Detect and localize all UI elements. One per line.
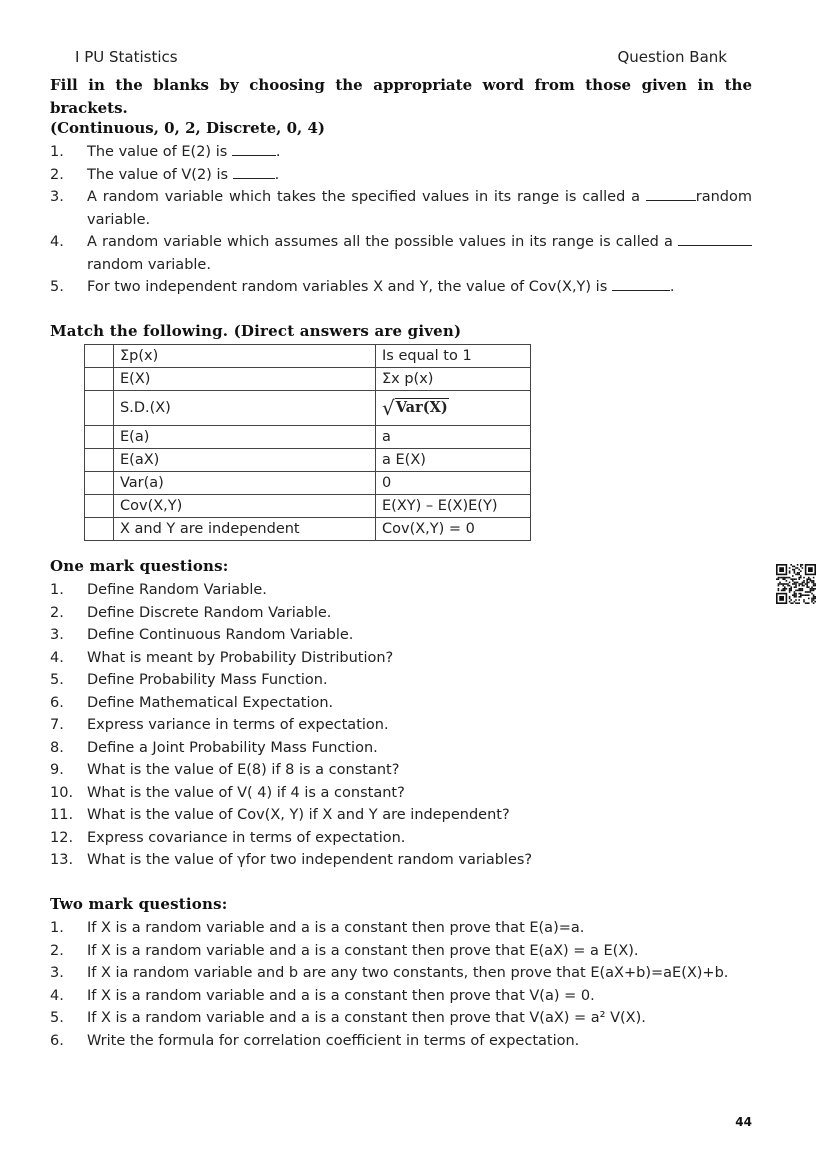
two-mark-title: Two mark questions: <box>50 895 228 913</box>
match-section-title: Match the following. (Direct answers are given) <box>50 322 462 340</box>
item-number: 6. <box>50 694 64 711</box>
term-cell: X and Y are independent <box>114 518 376 541</box>
item-text: random variable. <box>87 189 752 228</box>
item-text: What is the value of γfor two independent random variables? <box>87 852 533 868</box>
list-item <box>50 692 752 715</box>
item-number: 1. <box>50 920 64 936</box>
list-item <box>50 141 752 164</box>
list-item <box>50 231 752 276</box>
list-item <box>50 759 752 782</box>
item-text: If X ia random variable and b are any two constants, then prove that E(aX+b)=aE(X)+b. <box>87 965 729 981</box>
item-text: The value of V(2) is <box>87 166 233 183</box>
item-number: 4. <box>50 649 64 666</box>
answer-blank <box>646 186 696 201</box>
item-text: The value of E(2) is <box>87 144 232 160</box>
item-number: 9. <box>50 762 64 778</box>
header-subject: I PU Statistics <box>75 48 178 66</box>
radical-sign: √ <box>382 396 395 420</box>
term-cell: E(X) <box>114 368 376 391</box>
header-doc-type: Question Bank <box>617 48 727 66</box>
list-item <box>50 602 752 625</box>
item-text: Express covariance in terms of expectation. <box>87 829 406 846</box>
table-row <box>85 518 531 541</box>
match-table <box>84 344 531 541</box>
item-text: . <box>275 144 281 160</box>
item-number: 1. <box>50 582 64 598</box>
item-number: 13. <box>50 852 74 868</box>
answer-blank <box>612 276 670 291</box>
table-row <box>85 472 531 495</box>
answer-cell: Is equal to 1 <box>376 345 531 368</box>
item-text: . <box>274 166 280 183</box>
answer-cell: E(XY) – E(X)E(Y) <box>376 495 531 518</box>
list-item <box>50 186 752 231</box>
table-row <box>85 391 531 426</box>
item-number: 7. <box>50 717 64 733</box>
list-item <box>50 985 752 1008</box>
table-row <box>85 345 531 368</box>
term-cell: S.D.(X) <box>114 391 376 426</box>
item-number: 11. <box>50 807 74 823</box>
fill-blanks-choices: (Continuous, 0, 2, Discrete, 0, 4) <box>50 119 326 137</box>
list-item <box>50 276 752 299</box>
blank-cell <box>85 368 114 391</box>
blank-cell <box>85 391 114 426</box>
list-item <box>50 164 752 187</box>
item-number: 3. <box>50 627 64 643</box>
item-number: 1. <box>50 144 64 160</box>
item-text: What is the value of Cov(X, Y) if X and Y are independent? <box>87 807 510 823</box>
answer-cell: a E(X) <box>376 449 531 472</box>
item-text: If X is a random variable and a is a constant then prove that E(a)=a. <box>87 920 585 936</box>
answer-blank <box>678 231 752 246</box>
table-row <box>85 449 531 472</box>
item-number: 5. <box>50 1010 64 1026</box>
answer-blank <box>232 141 276 156</box>
item-text: If X is a random variable and a is a constant then prove that V(aX) = a² V(X). <box>87 1010 646 1026</box>
qr-code <box>776 564 816 604</box>
item-text: Define Random Variable. <box>87 582 267 598</box>
item-text: A random variable which takes the specified values in its range is called a <box>87 189 646 205</box>
item-text: Define Probability Mass Function. <box>87 672 328 688</box>
item-text: A random variable which assumes all the possible values in its range is called a <box>87 234 678 250</box>
blank-cell <box>85 345 114 368</box>
table-row <box>85 495 531 518</box>
table-row <box>85 368 531 391</box>
item-number: 6. <box>50 1032 64 1049</box>
fill-blanks-instruction: Fill in the blanks by choosing the appropriate word from those given in the brackets. <box>50 76 752 117</box>
term-cell: Cov(X,Y) <box>114 495 376 518</box>
term-cell: E(a) <box>114 426 376 449</box>
list-item <box>50 624 752 647</box>
item-number: 10. <box>50 784 74 801</box>
item-number: 5. <box>50 672 64 688</box>
answer-cell: a <box>376 426 531 449</box>
item-number: 4. <box>50 987 64 1004</box>
list-item <box>50 940 752 963</box>
item-number: 5. <box>50 279 64 295</box>
blank-cell <box>85 449 114 472</box>
list-item <box>50 579 752 602</box>
item-text: What is the value of V( 4) if 4 is a constant? <box>87 784 405 801</box>
list-item <box>50 737 752 760</box>
item-text: Write the formula for correlation coefficient in terms of expectation. <box>87 1032 580 1049</box>
list-item <box>50 714 752 737</box>
list-item <box>50 782 752 805</box>
item-text: Define Discrete Random Variable. <box>87 604 332 621</box>
term-cell: Σp(x) <box>114 345 376 368</box>
radicand: Var(X) <box>395 399 448 416</box>
blank-cell <box>85 495 114 518</box>
item-text: For two independent random variables X and Y, the value of Cov(X,Y) is <box>87 279 612 295</box>
item-text: What is meant by Probability Distribution? <box>87 649 394 666</box>
list-item <box>50 1007 752 1030</box>
item-text: random variable. <box>87 256 211 273</box>
list-item <box>50 804 752 827</box>
list-item <box>50 849 752 872</box>
list-item <box>50 827 752 850</box>
item-text: If X is a random variable and a is a constant then prove that E(aX) = a E(X). <box>87 942 639 959</box>
blank-cell <box>85 426 114 449</box>
answer-cell: Cov(X,Y) = 0 <box>376 518 531 541</box>
term-cell: Var(a) <box>114 472 376 495</box>
list-item <box>50 917 752 940</box>
item-number: 3. <box>50 965 64 981</box>
item-number: 12. <box>50 829 74 846</box>
answer-cell: Σx p(x) <box>376 368 531 391</box>
blank-cell <box>85 518 114 541</box>
two-mark-list <box>50 917 752 1052</box>
list-item <box>50 962 752 985</box>
item-text: Define Continuous Random Variable. <box>87 627 354 643</box>
item-number: 8. <box>50 739 64 756</box>
page-number: 44 <box>735 1115 752 1129</box>
answer-cell: 0 <box>376 472 531 495</box>
one-mark-list <box>50 579 752 872</box>
item-number: 2. <box>50 942 64 959</box>
blank-cell <box>85 472 114 495</box>
item-text: Define a Joint Probability Mass Function. <box>87 739 378 756</box>
table-row <box>85 426 531 449</box>
one-mark-title: One mark questions: <box>50 557 229 575</box>
answer-blank <box>233 164 275 179</box>
list-item <box>50 669 752 692</box>
item-number: 4. <box>50 234 64 250</box>
term-cell: E(aX) <box>114 449 376 472</box>
item-number: 2. <box>50 604 64 621</box>
square-root-expression <box>382 396 449 420</box>
item-text: What is the value of E(8) if 8 is a constant? <box>87 762 400 778</box>
item-text: Express variance in terms of expectation. <box>87 717 389 733</box>
list-item <box>50 647 752 670</box>
answer-cell <box>376 391 531 426</box>
item-text: Define Mathematical Expectation. <box>87 694 334 711</box>
list-item <box>50 1030 752 1053</box>
item-number: 2. <box>50 166 64 183</box>
item-number: 3. <box>50 189 64 205</box>
fill-blanks-list <box>50 141 752 299</box>
item-text: . <box>669 279 675 295</box>
item-text: If X is a random variable and a is a constant then prove that V(a) = 0. <box>87 987 595 1004</box>
